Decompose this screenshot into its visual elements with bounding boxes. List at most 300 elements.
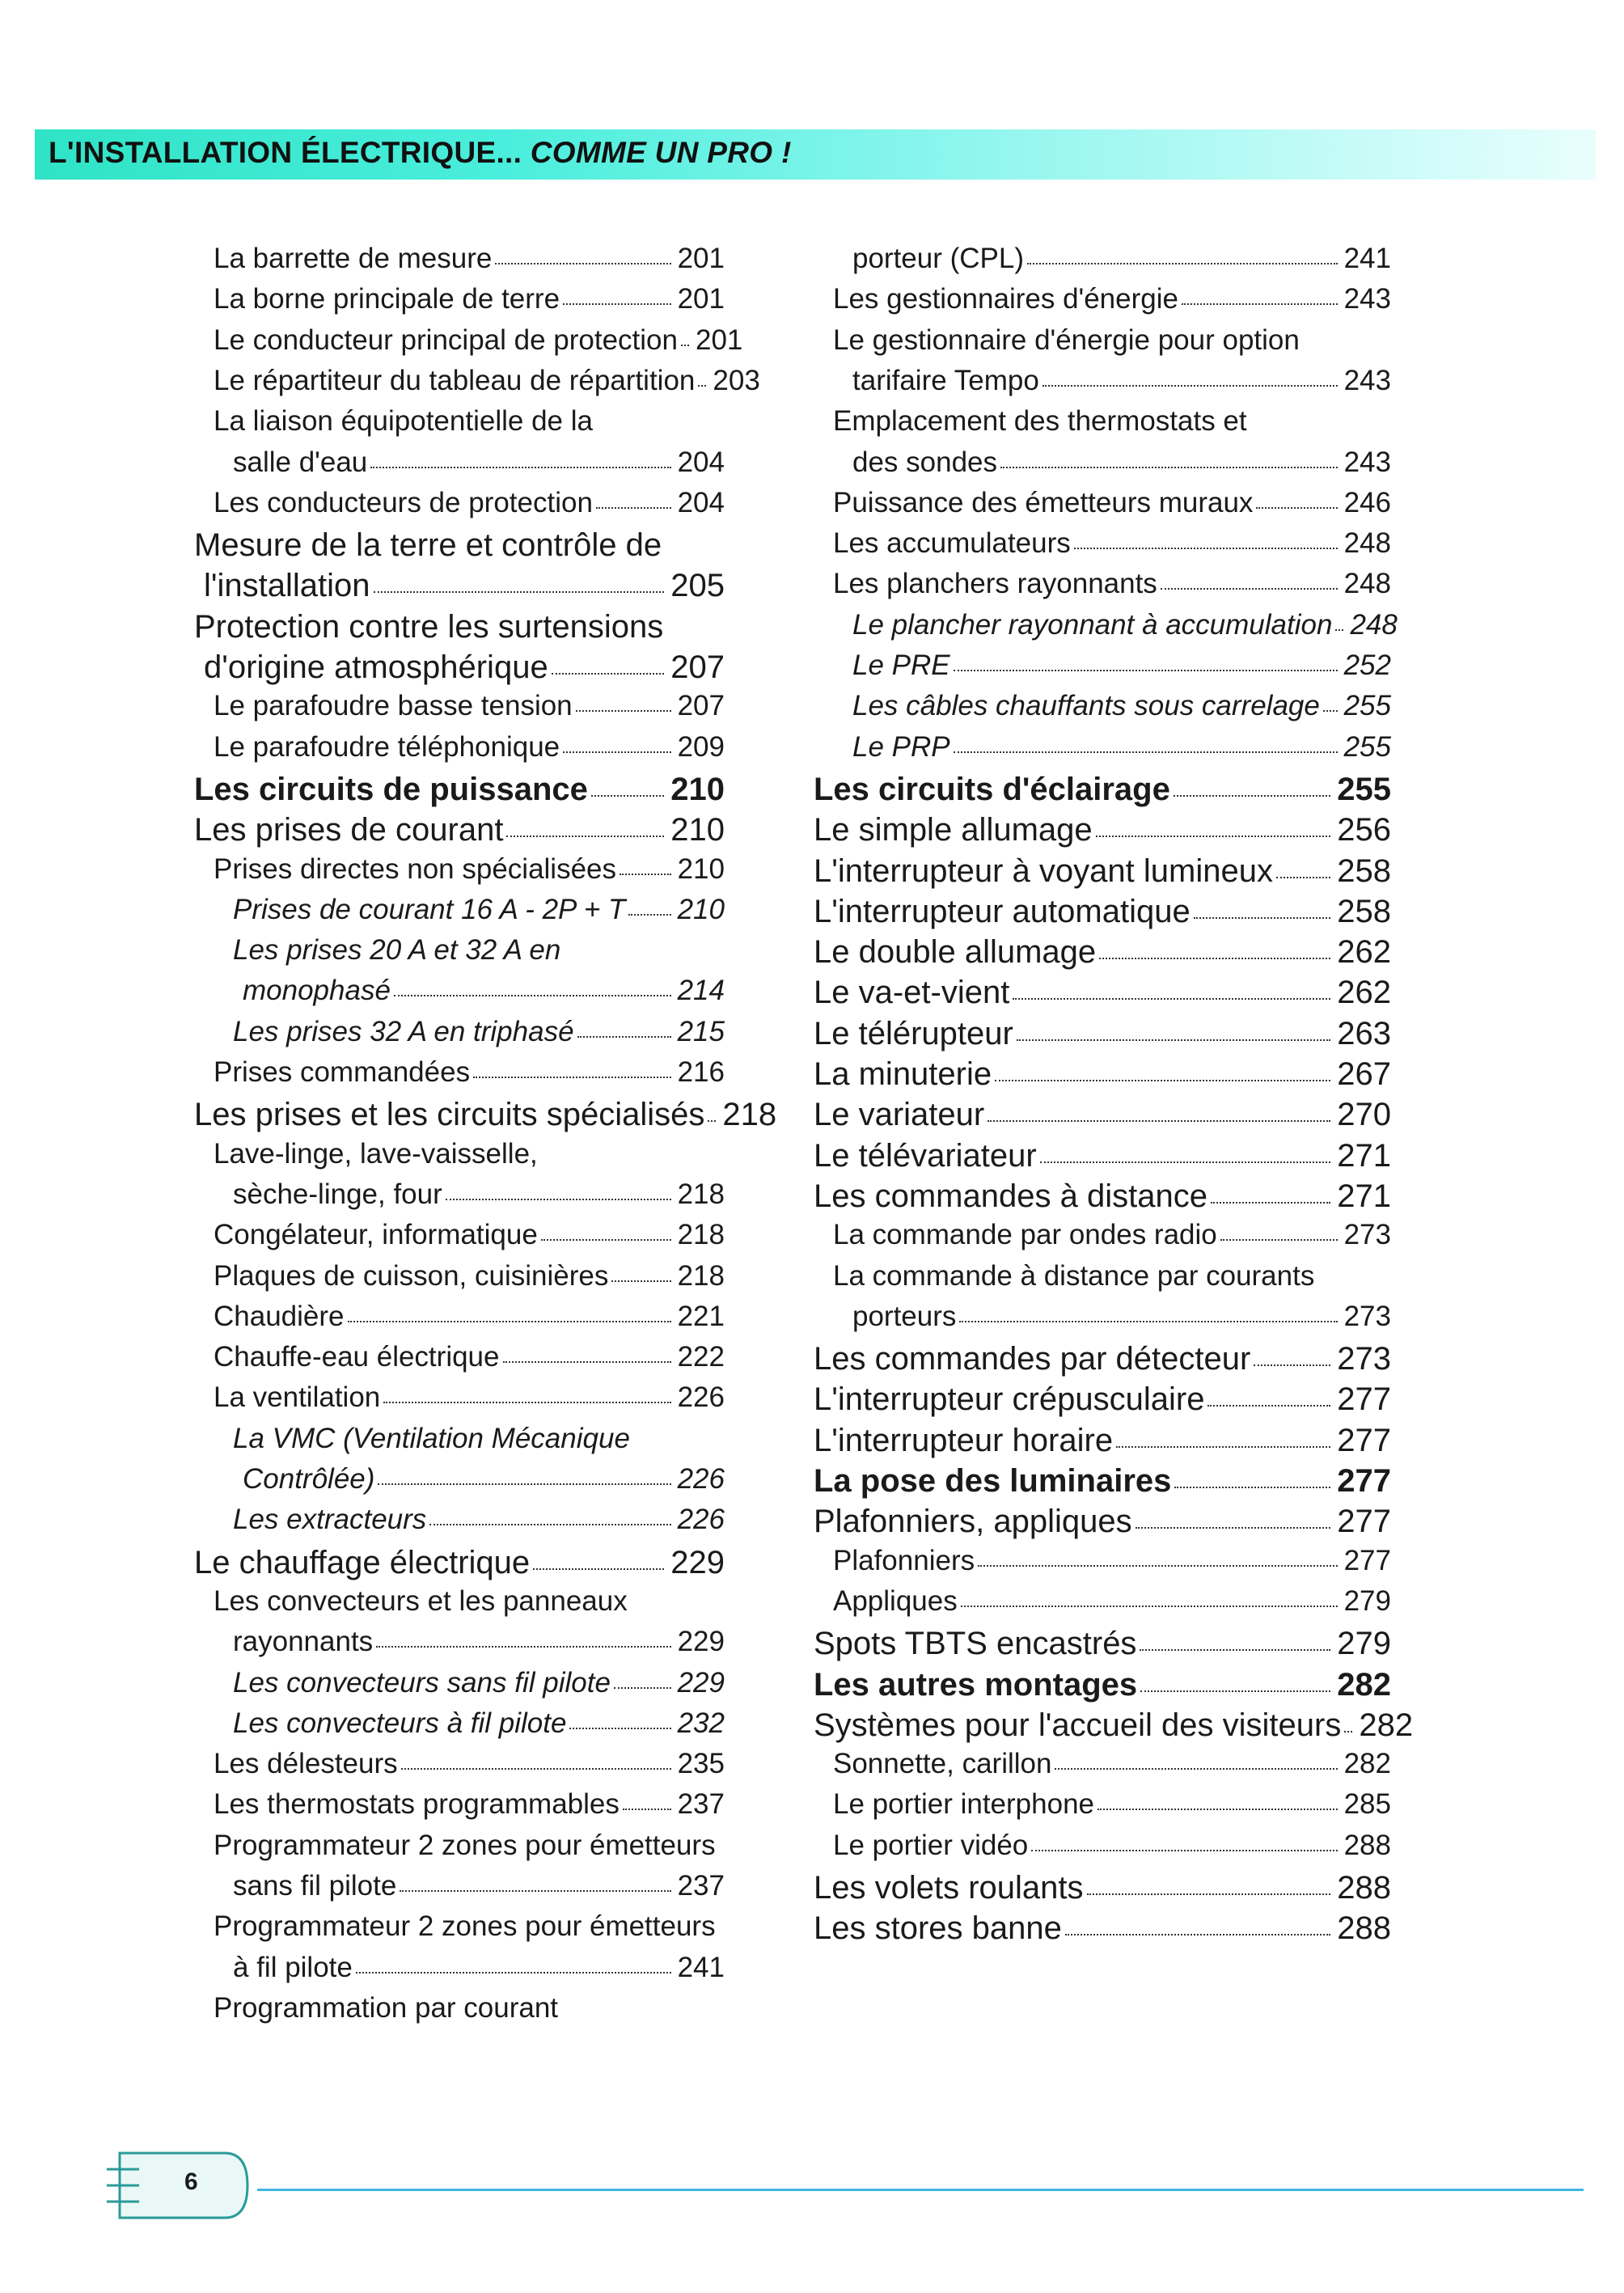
- toc-entry-page: 248: [1350, 608, 1398, 641]
- toc-entry: [814, 1831, 1391, 1859]
- toc-entry: [191, 1137, 725, 1170]
- toc-entry-page: 256: [1337, 812, 1391, 848]
- toc-entry-page: 288: [1337, 1910, 1391, 1947]
- toc-entry: [814, 1910, 1391, 1947]
- toc-entry-title: Sonnette, carillon: [833, 1748, 1052, 1780]
- page-number: 6: [184, 2168, 198, 2195]
- toc-leader-dots: [1097, 1809, 1338, 1810]
- toc-entry: [814, 1098, 1391, 1131]
- toc-entry-title: Les autres montages: [814, 1666, 1138, 1703]
- toc-entry-page: 258: [1337, 852, 1391, 889]
- toc-leader-dots: [1254, 1364, 1330, 1366]
- toc-entry: [814, 1666, 1391, 1703]
- toc-entry-title: Les planchers rayonnants: [833, 568, 1157, 600]
- toc-entry: [814, 976, 1391, 1009]
- toc-entry-page: 279: [1337, 1626, 1391, 1662]
- toc-entry-page: 241: [1343, 243, 1391, 274]
- toc-entry-title: Congélateur, informatique: [214, 1219, 538, 1251]
- toc-entry-title: Les délesteurs: [214, 1748, 398, 1780]
- toc-entry: [814, 1627, 1391, 1660]
- toc-leader-dots: [959, 1321, 1337, 1322]
- toc-entry: [814, 1137, 1391, 1174]
- page-tab-icon: [104, 2145, 249, 2226]
- toc-entry: [814, 608, 1398, 641]
- toc-entry-title: Programmation par courant: [214, 1991, 559, 2024]
- toc-leader-dots: [348, 1321, 671, 1322]
- toc-leader-dots: [1017, 1039, 1330, 1041]
- toc-leader-dots: [954, 670, 1338, 671]
- toc-entry: [814, 527, 1391, 560]
- toc-leader-dots: [552, 673, 665, 675]
- toc-entry: [191, 1343, 725, 1371]
- toc-entry-title: Chaudière: [214, 1300, 345, 1332]
- toc-entry-title: Systèmes pour l'accueil des visiteurs: [814, 1707, 1342, 1743]
- toc-leader-dots: [503, 1361, 671, 1363]
- toc-entry: [191, 1788, 725, 1821]
- toc-leader-dots: [596, 507, 671, 509]
- toc-entry: [814, 1465, 1391, 1497]
- toc-entry-page: 243: [1343, 283, 1391, 315]
- toc-entry-title: Les câbles chauffants sous carrelage: [852, 690, 1320, 722]
- toc-leader-dots: [611, 1280, 670, 1282]
- toc-entry: [191, 1221, 725, 1249]
- toc-entry: [191, 730, 725, 763]
- toc-leader-dots: [1031, 1850, 1337, 1851]
- toc-leader-dots: [1042, 385, 1338, 387]
- toc-entry-page: 218: [677, 1259, 725, 1292]
- toc-entry-page: 241: [677, 1951, 725, 1983]
- toc-entry-title: Puissance des émetteurs muraux: [833, 486, 1254, 518]
- toc-leader-dots: [1055, 1768, 1337, 1770]
- toc-entry: [814, 405, 1391, 438]
- toc-entry-page: 226: [677, 1463, 725, 1495]
- toc-entry-page: 288: [1337, 1870, 1391, 1906]
- toc-entry-title: monophasé: [243, 975, 391, 1007]
- toc-entry-page: 201: [695, 324, 743, 356]
- toc-entry-page: 229: [670, 1544, 725, 1580]
- toc-entry-title: Les extracteurs: [233, 1504, 427, 1536]
- toc-entry: [814, 1343, 1391, 1375]
- toc-entry: [191, 1424, 725, 1453]
- toc-leader-dots: [1000, 467, 1338, 468]
- toc-leader-dots: [473, 1077, 671, 1078]
- toc-entry-title: sans fil pilote: [233, 1870, 397, 1902]
- toc-entry-page: 229: [677, 1626, 725, 1658]
- toc-entry-title: Le parafoudre basse tension: [214, 690, 573, 722]
- toc-entry-title: Emplacement des thermostats et: [833, 405, 1247, 438]
- toc-entry-title: Le variateur: [814, 1097, 985, 1133]
- toc-entry-title: La ventilation: [214, 1381, 381, 1414]
- toc-leader-dots: [429, 1524, 670, 1525]
- page-header-title: [49, 136, 792, 170]
- toc-entry-page: 209: [677, 730, 725, 763]
- toc-entry: [191, 1953, 725, 1982]
- toc-leader-dots: [577, 1036, 671, 1038]
- toc-entry: [191, 1666, 725, 1699]
- toc-entry-title: Le portier interphone: [833, 1788, 1094, 1821]
- toc-entry-title: Spots TBTS encastrés: [814, 1626, 1137, 1662]
- toc-entry: [191, 1097, 777, 1133]
- toc-entry: [814, 326, 1391, 354]
- toc-entry-page: 243: [1343, 446, 1391, 478]
- toc-entry-title: Prises de courant 16 A - 2P + T: [233, 893, 626, 925]
- toc-entry-title: Le double allumage: [814, 934, 1097, 971]
- toc-entry-page: 262: [1337, 934, 1391, 971]
- toc-entry: [191, 405, 725, 438]
- toc-entry-page: 218: [677, 1178, 725, 1210]
- toc-leader-dots: [1174, 1487, 1330, 1488]
- toc-entry: [814, 651, 1391, 679]
- toc-entry-title: Les circuits de puissance: [194, 771, 588, 807]
- toc-entry-title: sèche-linge, four: [233, 1178, 442, 1210]
- toc-leader-dots: [978, 1565, 1337, 1567]
- toc-leader-dots: [495, 263, 670, 264]
- toc-entry-title: Le simple allumage: [814, 812, 1093, 848]
- toc-entry-page: 271: [1337, 1178, 1391, 1214]
- toc-entry-page: 218: [722, 1097, 777, 1133]
- toc-entry-title: Le chauffage électrique: [194, 1544, 531, 1580]
- toc-entry-title: porteurs: [852, 1300, 957, 1332]
- toc-entry-title: Le plancher rayonnant à accumulation: [852, 608, 1333, 641]
- toc-entry-title: Les commandes à distance: [814, 1178, 1207, 1214]
- toc-entry-page: 210: [670, 812, 725, 848]
- toc-entry-page: 277: [1343, 1544, 1391, 1576]
- toc-leader-dots: [1194, 917, 1331, 919]
- toc-entry: [191, 448, 725, 476]
- toc-entry-page: 204: [677, 486, 725, 518]
- toc-entry: [814, 1546, 1391, 1575]
- toc-entry-page: 218: [677, 1219, 725, 1251]
- toc-entry-title: Le portier vidéo: [833, 1829, 1029, 1861]
- toc-entry-page: 270: [1337, 1097, 1391, 1133]
- toc-entry: [814, 569, 1391, 598]
- toc-entry-title: Les stores banne: [814, 1910, 1062, 1947]
- toc-entry: [814, 1872, 1391, 1904]
- toc-entry: [814, 1180, 1391, 1212]
- toc-leader-dots: [383, 1402, 670, 1403]
- toc-entry-page: 207: [670, 649, 725, 685]
- toc-entry-title: Les convecteurs sans fil pilote: [233, 1666, 611, 1699]
- toc-leader-dots: [1087, 1893, 1331, 1895]
- toc-entry-page: 258: [1337, 893, 1391, 929]
- toc-entry-page: 226: [677, 1381, 725, 1414]
- toc-leader-dots: [1182, 303, 1338, 305]
- toc-leader-dots: [708, 1120, 716, 1122]
- toc-entry-title: rayonnants: [233, 1626, 374, 1658]
- toc-leader-dots: [954, 751, 1338, 753]
- toc-entry-title: Le PRE: [852, 649, 950, 681]
- toc-entry-title: La minuterie: [814, 1056, 992, 1092]
- toc-leader-dots: [1065, 1934, 1330, 1936]
- toc-entry-page: 210: [677, 852, 725, 885]
- toc-entry-title: porteur (CPL): [852, 243, 1025, 274]
- toc-leader-dots: [401, 1768, 671, 1770]
- toc-leader-dots: [569, 1728, 670, 1729]
- toc-leader-dots: [1096, 836, 1331, 837]
- toc-entry: [191, 852, 725, 885]
- toc-entry-title: tarifaire Tempo: [852, 364, 1039, 396]
- toc-entry: [191, 1058, 725, 1086]
- toc-entry: [191, 608, 725, 645]
- toc-leader-dots: [374, 591, 665, 593]
- toc-leader-dots: [356, 1972, 671, 1974]
- toc-entry: [814, 1017, 1391, 1050]
- toc-entry: [814, 692, 1391, 720]
- toc-entry-title: Appliques: [833, 1584, 958, 1617]
- toc-entry: [814, 1259, 1391, 1292]
- toc-leader-dots: [1256, 507, 1337, 509]
- toc-leader-dots: [1211, 1202, 1330, 1204]
- toc-entry: [191, 814, 725, 846]
- toc-entry-page: 201: [677, 243, 725, 274]
- toc-entry-title: Les prises et les circuits spécialisés: [194, 1097, 705, 1133]
- toc-leader-dots: [563, 751, 670, 753]
- toc-entry-page: 271: [1337, 1137, 1391, 1174]
- toc-entry-title: Les conducteurs de protection: [214, 486, 593, 518]
- toc-entry-page: 232: [677, 1707, 725, 1739]
- toc-entry-page: 288: [1343, 1829, 1391, 1861]
- toc-leader-dots: [1140, 1690, 1330, 1692]
- toc-entry: [814, 1058, 1391, 1090]
- toc-entry-page: 207: [677, 690, 725, 722]
- toc-entry: [814, 1505, 1391, 1538]
- toc-leader-dots: [988, 1120, 1330, 1122]
- toc-entry-page: 210: [677, 893, 725, 925]
- toc-entry: [814, 1749, 1391, 1778]
- toc-leader-dots: [1174, 795, 1330, 797]
- toc-entry: [191, 1749, 725, 1778]
- toc-leader-dots: [628, 914, 670, 916]
- toc-entry: [191, 1831, 725, 1859]
- toc-leader-dots: [506, 836, 664, 837]
- toc-entry: [191, 976, 725, 1005]
- toc-entry: [191, 1546, 725, 1579]
- toc-leader-dots: [1013, 998, 1330, 1000]
- toc-entry-title: Le conducteur principal de protection: [214, 324, 678, 356]
- toc-entry-title: Programmateur 2 zones pour émetteurs: [214, 1910, 716, 1943]
- header-title-plain: L'INSTALLATION ÉLECTRIQUE...: [49, 136, 531, 169]
- toc-entry-title: Le va-et-vient: [814, 975, 1010, 1011]
- toc-entry-page: 277: [1337, 1422, 1391, 1458]
- toc-entry-title: Mesure de la terre et contrôle de: [194, 527, 662, 564]
- toc-entry-title: Prises directes non spécialisées: [214, 852, 617, 885]
- toc-entry: [814, 730, 1391, 763]
- toc-entry-page: 248: [1343, 568, 1391, 600]
- toc-entry-page: 216: [677, 1056, 725, 1088]
- toc-entry-page: 277: [1337, 1504, 1391, 1540]
- toc-entry-title: Les convecteurs à fil pilote: [233, 1707, 567, 1739]
- toc-leader-dots: [378, 1483, 670, 1485]
- toc-entry-title: l'installation: [204, 568, 370, 604]
- toc-entry: [814, 1584, 1391, 1617]
- toc-entry-title: L'interrupteur horaire: [814, 1422, 1114, 1458]
- toc-entry-title: Les prises 20 A et 32 A en: [233, 934, 561, 967]
- toc-entry-page: 282: [1337, 1666, 1391, 1703]
- toc-leader-dots: [400, 1890, 670, 1892]
- toc-entry-title: Le gestionnaire d'énergie pour option: [833, 324, 1300, 356]
- footer-rule: [257, 2189, 1584, 2191]
- toc-entry-title: Chauffe-eau électrique: [214, 1341, 500, 1373]
- header-title-italic: COMME UN PRO !: [530, 136, 792, 169]
- toc-entry-page: 229: [677, 1666, 725, 1699]
- toc-leader-dots: [533, 1568, 664, 1570]
- toc-leader-dots: [394, 995, 671, 996]
- toc-entry: [814, 814, 1391, 846]
- toc-entry-page: 277: [1337, 1381, 1391, 1418]
- toc-leader-dots: [1116, 1446, 1330, 1448]
- toc-entry-title: Les prises de courant: [194, 812, 504, 848]
- toc-entry-page: 273: [1343, 1300, 1391, 1332]
- toc-entry-title: à fil pilote: [233, 1951, 353, 1983]
- toc-leader-dots: [591, 795, 664, 797]
- toc-entry-title: Prises commandées: [214, 1056, 471, 1088]
- toc-entry-page: 243: [1343, 364, 1391, 396]
- toc-entry: [191, 285, 725, 313]
- toc-leader-dots: [1099, 958, 1330, 959]
- toc-leader-dots: [623, 1809, 671, 1810]
- toc-leader-dots: [376, 1646, 670, 1648]
- toc-entry-title: Les prises 32 A en triphasé: [233, 1015, 574, 1047]
- toc-entry-title: Plaques de cuisson, cuisinières: [214, 1259, 609, 1292]
- toc-leader-dots: [1136, 1527, 1331, 1529]
- toc-leader-dots: [995, 1080, 1330, 1081]
- toc-entry-title: L'interrupteur à voyant lumineux: [814, 852, 1273, 889]
- toc-entry: [191, 1180, 725, 1208]
- toc-entry-page: 255: [1343, 690, 1391, 722]
- toc-entry: [814, 1707, 1414, 1743]
- toc-entry: [814, 895, 1391, 928]
- toc-entry-title: Le PRP: [852, 730, 950, 763]
- toc-entry-title: Les convecteurs et les panneaux: [214, 1584, 628, 1617]
- toc-entry: [814, 934, 1391, 971]
- toc-entry-page: 273: [1337, 1341, 1391, 1377]
- toc-entry-page: 222: [677, 1341, 725, 1373]
- toc-entry-title: Le télévariateur: [814, 1137, 1037, 1174]
- toc-entry-page: 237: [677, 1870, 725, 1902]
- toc-leader-dots: [1207, 1405, 1330, 1407]
- toc-entry-page: 273: [1343, 1219, 1391, 1251]
- toc-entry-page: 282: [1359, 1707, 1414, 1743]
- toc-entry-title: La barrette de mesure: [214, 243, 493, 274]
- toc-entry-page: 221: [677, 1300, 725, 1332]
- toc-entry-page: 277: [1337, 1463, 1391, 1499]
- toc-leader-dots: [1276, 877, 1330, 878]
- toc-entry-title: d'origine atmosphérique: [204, 649, 548, 685]
- toc-leader-dots: [1040, 1161, 1331, 1163]
- toc-leader-dots: [446, 1199, 671, 1200]
- toc-leader-dots: [563, 303, 671, 305]
- toc-leader-dots: [698, 385, 706, 387]
- toc-entry-page: 246: [1343, 486, 1391, 518]
- toc-entry-title: Les circuits d'éclairage: [814, 771, 1170, 807]
- toc-entry: [814, 1788, 1391, 1821]
- toc-entry-title: La pose des luminaires: [814, 1463, 1172, 1499]
- toc-entry: [191, 1584, 725, 1617]
- toc-entry: [814, 852, 1391, 889]
- toc-entry-page: 263: [1337, 1015, 1391, 1051]
- toc-entry: [191, 1709, 725, 1737]
- toc-entry-page: 214: [677, 975, 725, 1007]
- toc-entry: [191, 364, 760, 396]
- toc-leader-dots: [1027, 263, 1338, 264]
- toc-entry-title: Contrôlée): [243, 1463, 375, 1495]
- toc-entry: [191, 1017, 725, 1046]
- toc-entry-page: 215: [677, 1015, 725, 1047]
- toc-entry: [191, 651, 725, 683]
- toc-entry-page: 252: [1343, 649, 1391, 681]
- toc-leader-dots: [1161, 588, 1338, 590]
- toc-entry: [814, 448, 1391, 476]
- toc-entry-title: La borne principale de terre: [214, 283, 560, 315]
- toc-entry-title: Le répartiteur du tableau de répartition: [214, 364, 696, 396]
- toc-entry: [191, 1627, 725, 1656]
- toc-entry-title: Les accumulateurs: [833, 527, 1071, 560]
- toc-entry: [191, 569, 725, 602]
- toc-entry-title: Les gestionnaires d'énergie: [833, 283, 1178, 315]
- toc-entry: [191, 1381, 725, 1414]
- toc-entry-page: 210: [670, 771, 725, 807]
- toc-entry-title: Le télérupteur: [814, 1015, 1013, 1051]
- toc-leader-dots: [1140, 1649, 1330, 1651]
- toc-entry-page: 203: [713, 364, 760, 396]
- toc-entry-title: Les volets roulants: [814, 1870, 1084, 1906]
- toc-entry-title: La commande à distance par courants: [833, 1259, 1315, 1292]
- toc-entry: [191, 692, 725, 720]
- toc-entry-title: Plafonniers: [833, 1544, 975, 1576]
- toc-leader-dots: [1220, 1239, 1338, 1241]
- toc-entry: [814, 244, 1391, 273]
- toc-entry: [191, 486, 725, 518]
- toc-entry: [191, 1302, 725, 1331]
- toc-entry-title: La liaison équipotentielle de la: [214, 405, 593, 438]
- toc-entry-title: Lave-linge, lave-vaisselle,: [214, 1137, 538, 1170]
- toc-entry-page: 235: [677, 1748, 725, 1780]
- toc-leader-dots: [681, 345, 689, 346]
- toc-entry-page: 226: [677, 1504, 725, 1536]
- toc-entry-page: 248: [1343, 527, 1391, 560]
- toc-leader-dots: [576, 710, 671, 712]
- toc-leader-dots: [1074, 548, 1338, 549]
- toc-entry-title: Les thermostats programmables: [214, 1788, 620, 1821]
- toc-leader-dots: [370, 467, 670, 468]
- toc-entry: [814, 486, 1391, 518]
- toc-entry: [191, 1910, 725, 1943]
- toc-leader-dots: [1335, 629, 1343, 631]
- toc-leader-dots: [541, 1239, 671, 1241]
- toc-entry-title: La commande par ondes radio: [833, 1219, 1217, 1251]
- toc-leader-dots: [1344, 1731, 1352, 1732]
- toc-entry-page: 205: [670, 568, 725, 604]
- toc-entry: [814, 1381, 1391, 1418]
- toc-entry-page: 285: [1343, 1788, 1391, 1821]
- toc-entry: [191, 1465, 725, 1493]
- toc-entry-title: L'interrupteur automatique: [814, 893, 1191, 929]
- toc-entry: [191, 244, 725, 273]
- toc-entry: [191, 1505, 725, 1534]
- toc-entry: [814, 773, 1391, 806]
- toc-entry-title: L'interrupteur crépusculaire: [814, 1381, 1205, 1418]
- toc-entry-title: Les commandes par détecteur: [814, 1341, 1251, 1377]
- toc-entry: [191, 527, 725, 564]
- toc-entry: [814, 1424, 1391, 1457]
- toc-leader-dots: [620, 874, 671, 875]
- toc-entry: [814, 1302, 1391, 1331]
- toc-entry-page: 255: [1337, 771, 1391, 807]
- toc-entry-title: des sondes: [852, 446, 998, 478]
- toc-entry-page: 204: [677, 446, 725, 478]
- toc-entry-title: salle d'eau: [233, 446, 368, 478]
- toc-entry-page: 201: [677, 283, 725, 315]
